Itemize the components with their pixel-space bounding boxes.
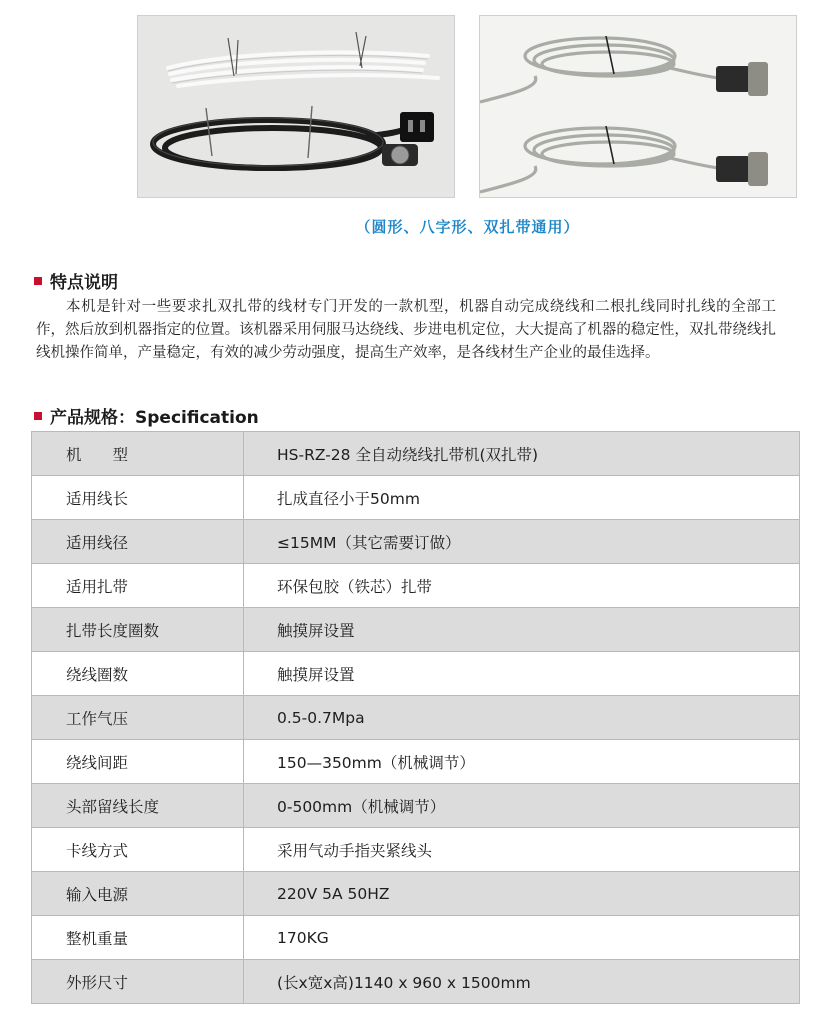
red-square-bullet-icon [34, 412, 42, 420]
spec-heading [34, 403, 259, 428]
spec-value: 220V 5A 50HZ [244, 872, 800, 916]
spec-heading-text: 产品规格：Specification [50, 408, 259, 428]
features-heading [34, 268, 118, 293]
spec-label: 工作气压 [32, 696, 244, 740]
cable-coil-illustration-right [480, 16, 796, 197]
photo-caption: （圆形、八字形、双扎带通用） [355, 218, 580, 236]
spec-row [32, 916, 800, 960]
spec-value: 150—350mm（机械调节） [244, 740, 800, 784]
spec-row [32, 872, 800, 916]
spec-label: 适用线径 [32, 520, 244, 564]
spec-label: 头部留线长度 [32, 784, 244, 828]
spec-row [32, 740, 800, 784]
spec-row [32, 960, 800, 1004]
spec-label: 输入电源 [32, 872, 244, 916]
spec-row [32, 652, 800, 696]
spec-row [32, 784, 800, 828]
spec-value: (长x宽x高)1140 x 960 x 1500mm [244, 960, 800, 1004]
spec-row [32, 608, 800, 652]
spec-value: ≤15MM（其它需要订做） [244, 520, 800, 564]
spec-label: 外形尺寸 [32, 960, 244, 1004]
spec-label: 卡线方式 [32, 828, 244, 872]
spec-label: 绕线圈数 [32, 652, 244, 696]
features-heading-text: 特点说明 [50, 273, 118, 293]
product-photo-right [479, 15, 797, 198]
spec-label: 适用线长 [32, 476, 244, 520]
spec-table [31, 431, 800, 1004]
spec-row [32, 828, 800, 872]
spec-value: 采用气动手指夹紧线头 [244, 828, 800, 872]
cable-coil-illustration-left [138, 16, 454, 197]
spec-label: 整机重量 [32, 916, 244, 960]
spec-value: 触摸屏设置 [244, 608, 800, 652]
spec-row [32, 476, 800, 520]
spec-value: 0-500mm（机械调节） [244, 784, 800, 828]
spec-row [32, 432, 800, 476]
spec-value: 触摸屏设置 [244, 652, 800, 696]
features-description: 本机是针对一些要求扎双扎带的线材专门开发的一款机型，机器自动完成绕线和二根扎线同时扎线的全部工作，然后放到机器指定的位置。该机器采用伺服马达绕线、步进电机定位，大大提高了机器的稳定性，双扎带绕线扎线机操作简单，产量稳定，有效的减少劳动强度，提高生产效率，是各线材生产企业的最佳选择。 [36, 299, 776, 361]
spec-row [32, 564, 800, 608]
product-photo-left [137, 15, 455, 198]
spec-label: 适用扎带 [32, 564, 244, 608]
spec-value: 170KG [244, 916, 800, 960]
spec-row [32, 520, 800, 564]
spec-row [32, 696, 800, 740]
spec-label: 机 型 [32, 432, 244, 476]
spec-value: 扎成直径小于50mm [244, 476, 800, 520]
spec-value: HS-RZ-28 全自动绕线扎带机(双扎带) [244, 432, 800, 476]
spec-value: 0.5-0.7Mpa [244, 696, 800, 740]
spec-label: 绕线间距 [32, 740, 244, 784]
spec-value: 环保包胶（铁芯）扎带 [244, 564, 800, 608]
red-square-bullet-icon [34, 277, 42, 285]
spec-label: 扎带长度圈数 [32, 608, 244, 652]
